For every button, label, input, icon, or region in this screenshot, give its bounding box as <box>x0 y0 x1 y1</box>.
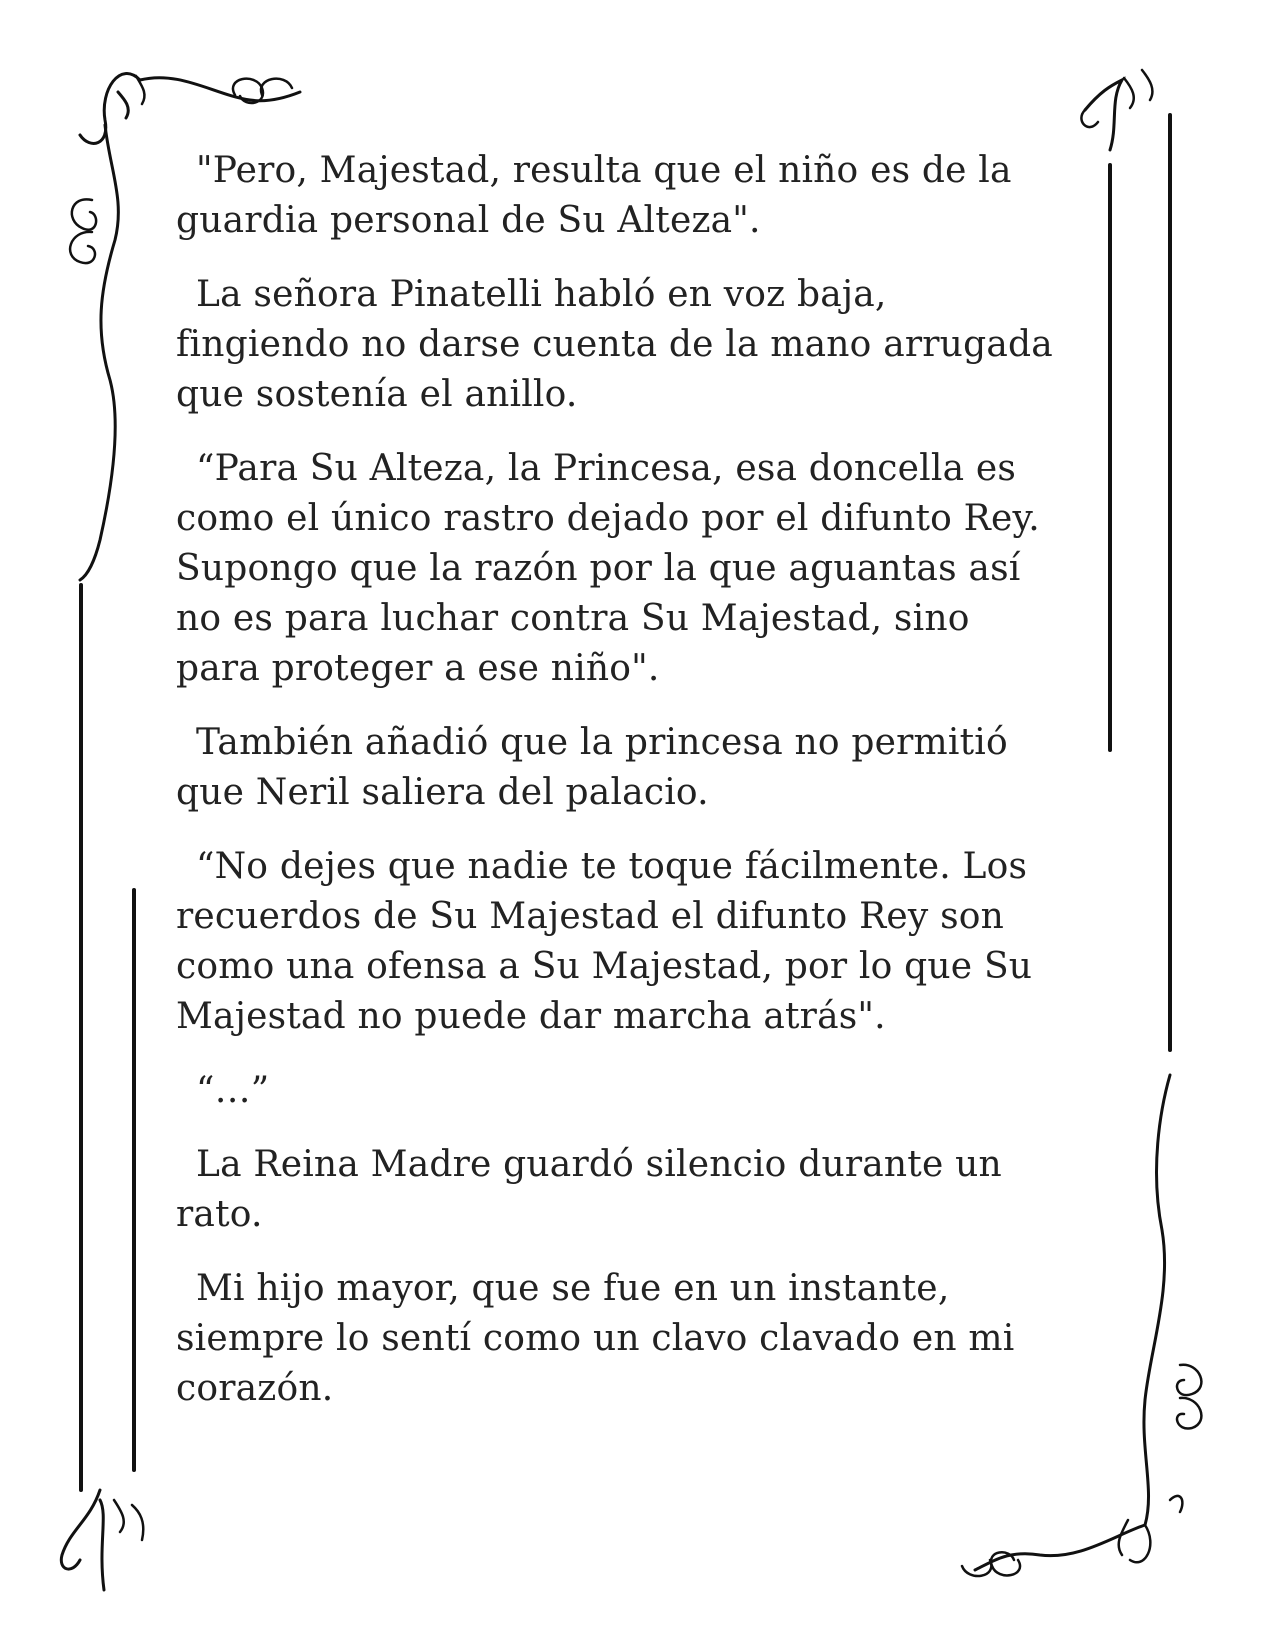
paragraph: “Para Su Alteza, la Princesa, esa doncella es como el único rastro dejado por el difunto Rey. Supongo que la razón por la que aguantas así no es para luchar contra Su Majestad, sino para proteger a ese niño". <box>176 448 1040 689</box>
story-text <box>176 146 1096 1414</box>
paragraph: La señora Pinatelli habló en voz baja, fingiendo no darse cuenta de la mano arrugada que sostenía el anillo. <box>176 274 1053 415</box>
paragraph: “No dejes que nadie te toque fácilmente. Los recuerdos de Su Majestad el difunto Rey son como una ofensa a Su Majestad, por lo que Su Majestad no puede dar marcha atrás". <box>176 846 1033 1037</box>
paragraph: "Pero, Majestad, resulta que el niño es de la guardia personal de Su Alteza". <box>176 150 1012 241</box>
bottom-left-flourish-icon <box>61 1490 143 1590</box>
paragraph: “…” <box>196 1070 270 1111</box>
paragraph: También añadió que la princesa no permitió que Neril saliera del palacio. <box>176 722 1008 813</box>
paragraph: Mi hijo mayor, que se fue en un instante, siempre lo sentí como un clavo clavado en mi corazón. <box>176 1268 1015 1409</box>
top-right-flourish-icon <box>1081 70 1152 150</box>
paragraph: La Reina Madre guardó silencio durante un rato. <box>176 1144 1002 1235</box>
